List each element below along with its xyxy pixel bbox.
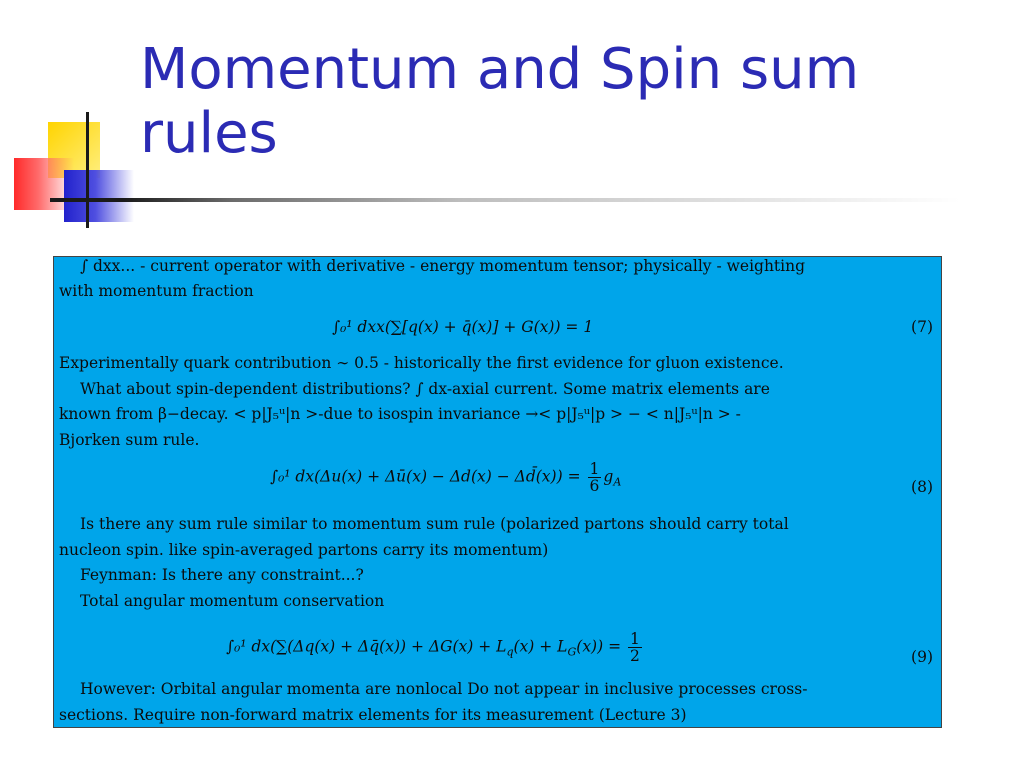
equation-9-subscript-q: q [506,645,514,659]
equation-9-body [226,631,644,664]
text-line: ∫ dxx... - current operator with derivative - energy momentum tensor; physically - weighting [80,257,806,275]
decor-vertical-line [86,112,89,228]
equation-8-left: ∫₀¹ dx(Δu(x) + Δū(x) − Δd(x) − Δd̄(x)) = [270,467,581,486]
equation-7-number: (7) [911,318,933,336]
title-underline [50,198,960,202]
equation-9-end: (x)) = [576,637,622,656]
equation-8 [54,457,937,507]
decor-blue-square [64,170,134,222]
text-line: Is there any sum rule similar to momentum sum rule (polarized partons should carry total [80,515,789,533]
equation-7-body: ∫₀¹ dxx(∑[q(x) + q̄(x)] + G(x)) = 1 [332,318,594,336]
text-line: Total angular momentum conservation [80,592,385,610]
text-line: However: Orbital angular momenta are nonlocal Do not appear in inclusive processes cross- [80,680,808,698]
text-line: Experimentally quark contribution ∼ 0.5 - historically the first evidence for gluon existence. [59,354,784,372]
fraction-numerator: 1 [630,630,640,648]
text-line: Feynman: Is there any constraint...? [80,566,364,584]
fraction-numerator: 1 [589,460,600,478]
equation-9-fraction [628,631,642,664]
equation-8-right: g [603,467,614,486]
fraction-denominator: 6 [589,477,600,495]
equation-9-left: ∫₀¹ dx(∑(Δq(x) + Δq̄(x)) + ΔG(x) + L [226,637,507,656]
text-line: with momentum fraction [59,282,254,300]
equation-9-number: (9) [911,648,933,666]
equation-7 [54,309,937,347]
equation-9 [54,627,937,677]
slide-title-line-1: Momentum and Spin sum [140,37,860,102]
equation-8-body [270,461,621,494]
text-line: What about spin-dependent distributions? ∫ dx-axial current. Some matrix elements are [80,380,770,398]
equation-8-fraction [588,461,602,494]
slide-title-line-2: rules [140,101,278,166]
equation-8-number: (8) [911,478,933,496]
fraction-denominator: 2 [630,647,640,665]
slide-title [140,38,1000,166]
text-line: sections. Require non-forward matrix elements for its measurement (Lecture 3) [59,706,687,724]
text-line: Bjorken sum rule. [59,431,200,449]
text-line: nucleon spin. like spin-averaged partons carry its momentum) [59,541,549,559]
content-image-panel [53,256,942,728]
equation-8-subscript: A [613,475,622,489]
text-line: known from β−decay. < p|J₅ᵘ|n >-due to isospin invariance →< p|J₅ᵘ|p > − < n|J₅ᵘ|n > - [59,405,741,423]
equation-9-middle: (x) + L [513,637,568,656]
equation-9-subscript-g: G [567,645,577,659]
